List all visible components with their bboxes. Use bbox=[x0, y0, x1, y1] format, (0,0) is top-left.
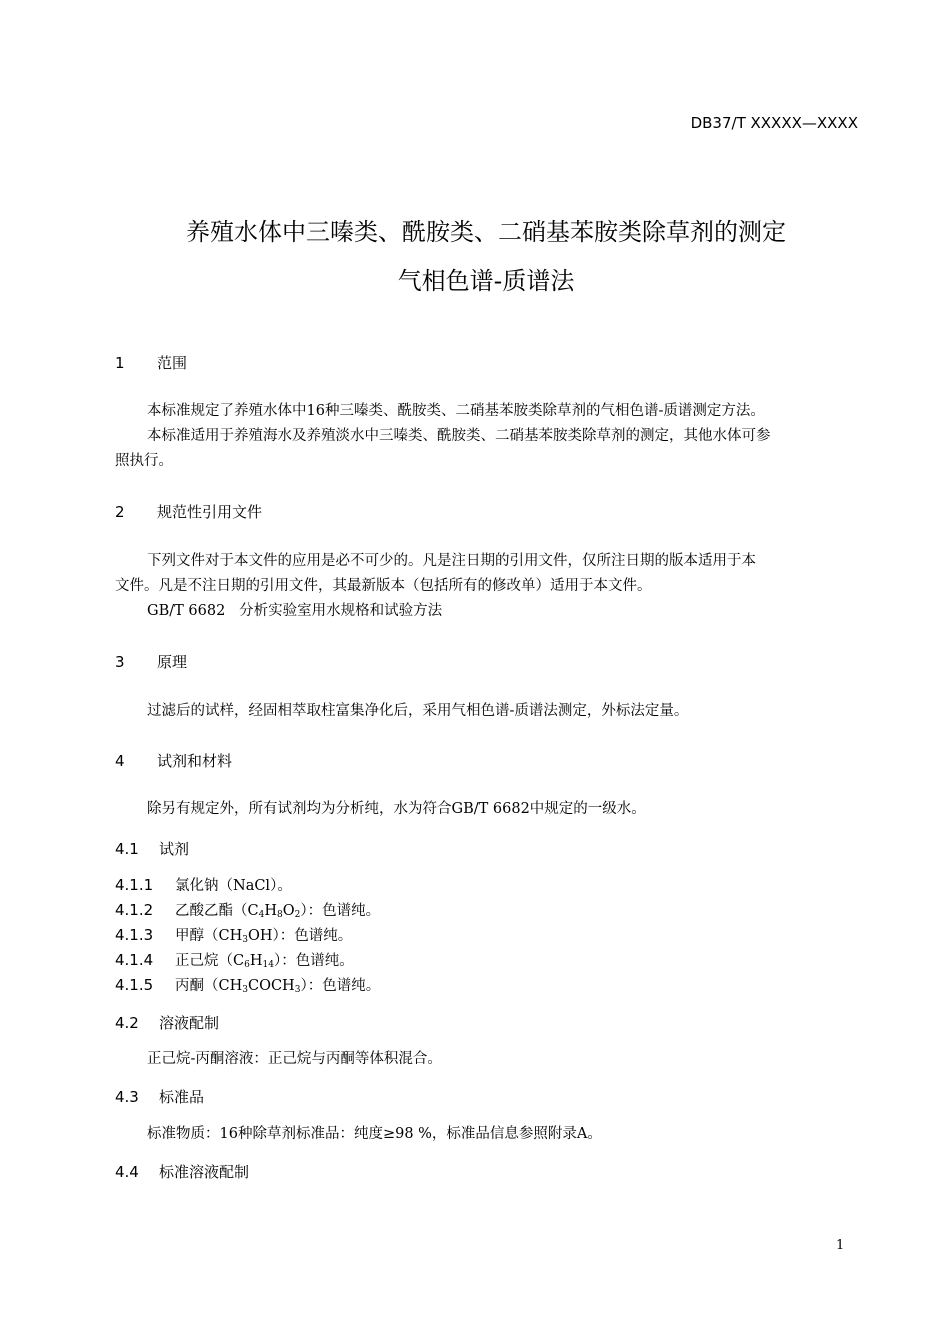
document-code: DB37/T XXXXX—XXXX bbox=[690, 114, 858, 132]
paragraph-line: 照执行。 bbox=[115, 453, 173, 469]
paragraph-line: 过滤后的试样，经固相萃取柱富集净化后，采用气相色谱-质谱法测定，外标法定量。 bbox=[147, 703, 689, 719]
page-number: 1 bbox=[836, 1238, 845, 1253]
reference-item: GB/T 6682 分析实验室用水规格和试验方法 bbox=[147, 603, 443, 619]
reagent-item: 4.1.1 氯化钠（NaCl）。 bbox=[115, 876, 292, 894]
section-heading-principle: 3 原理 bbox=[115, 653, 188, 671]
reagent-item: 4.1.4 正己烷$(C_6H_{14})$：色谱纯。 bbox=[115, 951, 354, 970]
section-heading-reagents-materials: 4 试剂和材料 bbox=[115, 752, 233, 770]
paragraph-line: 文件。凡是不注日期的引用文件，其最新版本（包括所有的修改单）适用于本文件。 bbox=[115, 578, 652, 594]
paragraph-line: 下列文件对于本文件的应用是必不可少的。凡是注日期的引用文件，仅所注日期的版本适用于本 bbox=[147, 553, 756, 569]
paragraph-line: 正己烷-丙酮溶液：正己烷与丙酮等体积混合。 bbox=[147, 1051, 442, 1067]
reagent-item: 4.1.5 丙酮$(CH_3COCH_3)$：色谱纯。 bbox=[115, 976, 381, 995]
paragraph-line: 标准物质：16种除草剂标准品：纯度≥98 %，标准品信息参照附录A。 bbox=[147, 1126, 602, 1142]
section-heading-scope: 1 范围 bbox=[115, 354, 188, 372]
subsection-heading-standard-solution: 4.4 标准溶液配制 bbox=[115, 1163, 250, 1181]
reagent-item: 4.1.2 乙酸乙酯$(C_4H_8O_2)$：色谱纯。 bbox=[115, 901, 381, 920]
section-heading-references: 2 规范性引用文件 bbox=[115, 503, 263, 521]
paragraph-line: 本标准规定了养殖水体中16种三嗪类、酰胺类、二硝基苯胺类除草剂的气相色谱-质谱测定方法。 bbox=[147, 403, 765, 419]
subsection-heading-solution-prep: 4.2 溶液配制 bbox=[115, 1014, 220, 1032]
document-title: 养殖水体中三嗪类、酰胺类、二硝基苯胺类除草剂的测定 bbox=[186, 218, 786, 246]
subsection-heading-reagents: 4.1 试剂 bbox=[115, 840, 190, 858]
subsection-heading-standards: 4.3 标准品 bbox=[115, 1088, 205, 1106]
paragraph-line: 本标准适用于养殖海水及养殖淡水中三嗪类、酰胺类、二硝基苯胺类除草剂的测定，其他水体可参 bbox=[147, 428, 771, 444]
reagent-item: 4.1.3 甲醇$(CH_3OH)$：色谱纯。 bbox=[115, 926, 353, 945]
paragraph-line: 除另有规定外，所有试剂均为分析纯，水为符合GB/T 6682中规定的一级水。 bbox=[147, 801, 646, 817]
document-subtitle: 气相色谱-质谱法 bbox=[397, 267, 575, 295]
